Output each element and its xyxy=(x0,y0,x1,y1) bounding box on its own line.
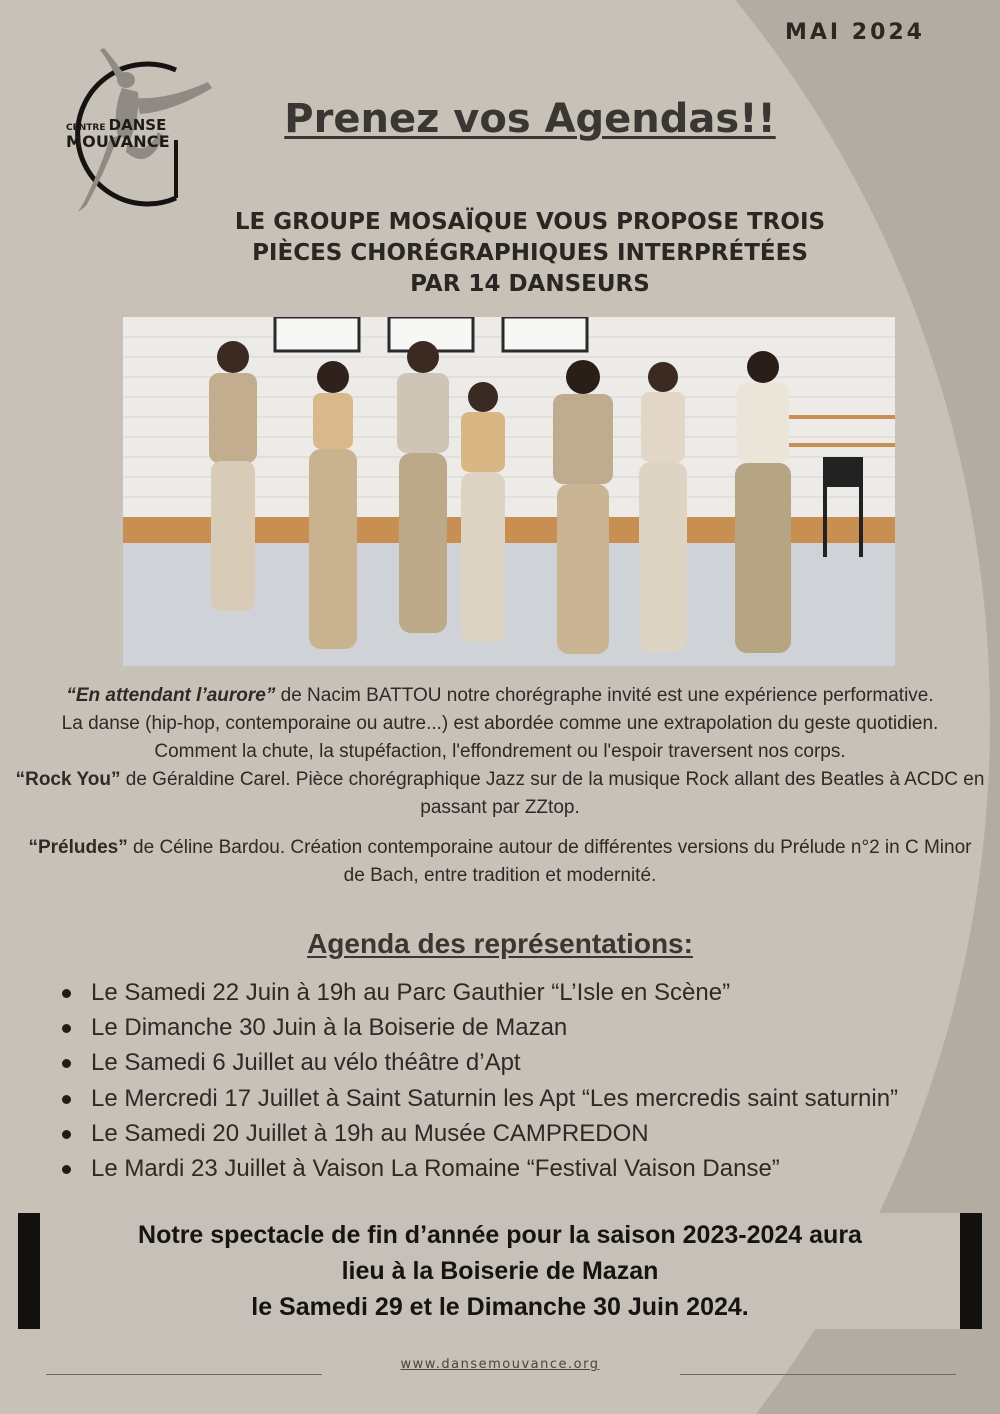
bullet-icon xyxy=(62,1095,71,1104)
banner-edge-left xyxy=(18,1213,40,1329)
bullet-icon xyxy=(62,989,71,998)
bullet-icon xyxy=(62,1165,71,1174)
agenda-list xyxy=(62,975,992,1186)
logo-centre: CENTRE xyxy=(66,123,106,133)
piece-1-line-3: Comment la chute, la stupéfaction, l'effondrement ou l'espoir traversent nos corps. xyxy=(154,741,846,762)
subtitle xyxy=(170,207,890,300)
month-label: MAI 2024 xyxy=(785,20,925,45)
bullet-icon xyxy=(62,1130,71,1139)
agenda-item: Le Dimanche 30 Juin à la Boiserie de Mazan xyxy=(62,1010,992,1045)
banner-line-1: Notre spectacle de fin d’année pour la saison 2023-2024 aura xyxy=(138,1221,862,1249)
subtitle-line-1: LE GROUPE MOSAÏQUE VOUS PROPOSE TROIS xyxy=(234,209,826,235)
piece-1-line-1 xyxy=(10,682,990,710)
agenda-item: Le Samedi 22 Juin à 19h au Parc Gauthier “L’Isle en Scène” xyxy=(62,975,992,1010)
footer-divider-left xyxy=(46,1374,322,1375)
pieces-description xyxy=(10,682,990,890)
subtitle-line-2: PIÈCES CHORÉGRAPHIQUES INTERPRÉTÉES xyxy=(252,240,808,266)
logo-wordmark xyxy=(66,118,170,150)
agenda-item: Le Samedi 20 Juillet à 19h au Musée CAMPREDON xyxy=(62,1116,992,1151)
piece-2 xyxy=(10,766,990,822)
bullet-icon xyxy=(62,1024,71,1033)
footer-divider-right xyxy=(680,1374,956,1375)
bullet-icon xyxy=(62,1059,71,1068)
piece-2-text: de Géraldine Carel. Pièce chorégraphique Jazz sur de la musique Rock allant des Beatles à ACDC en passant par ZZtop. xyxy=(120,769,985,818)
subtitle-line-3: PAR 14 DANSEURS xyxy=(410,271,650,297)
dancers-photo xyxy=(123,317,895,666)
banner-text xyxy=(48,1217,952,1325)
agenda-title: Agenda des représentations: xyxy=(307,928,693,959)
agenda-item: Le Samedi 6 Juillet au vélo théâtre d’Apt xyxy=(62,1045,992,1080)
piece-3-text: de Céline Bardou. Création contemporaine autour de différentes versions du Prélude n°2 in C Minor de Bach, entre tradition et modernité. xyxy=(127,837,972,886)
logo-danse: DANSE xyxy=(108,116,167,134)
banner-line-3: le Samedi 29 et le Dimanche 30 Juin 2024. xyxy=(251,1293,749,1321)
agenda-item: Le Mercredi 17 Juillet à Saint Saturnin les Apt “Les mercredis saint saturnin” xyxy=(62,1081,992,1116)
banner-edge-right xyxy=(960,1213,982,1329)
piece-1-title: “En attendant l’aurore” xyxy=(66,685,276,706)
banner-line-2: lieu à la Boiserie de Mazan xyxy=(341,1257,659,1285)
website-link[interactable]: www.dansemouvance.org xyxy=(400,1357,600,1372)
end-of-year-banner xyxy=(18,1213,982,1329)
piece-1-line-2: La danse (hip-hop, contemporaine ou autre...) est abordée comme une extrapolation du geste quotidien. xyxy=(61,713,939,734)
agenda-item: Le Mardi 23 Juillet à Vaison La Romaine “Festival Vaison Danse” xyxy=(62,1151,992,1186)
page-title: Prenez vos Agendas!! xyxy=(284,96,776,142)
piece-3 xyxy=(10,834,990,890)
piece-1-text: de Nacim BATTOU notre chorégraphe invité est une expérience performative. xyxy=(275,685,934,706)
piece-2-title: “Rock You” xyxy=(15,769,121,790)
logo-mouvance: MOUVANCE xyxy=(66,132,170,151)
piece-3-title: “Préludes” xyxy=(28,837,128,858)
